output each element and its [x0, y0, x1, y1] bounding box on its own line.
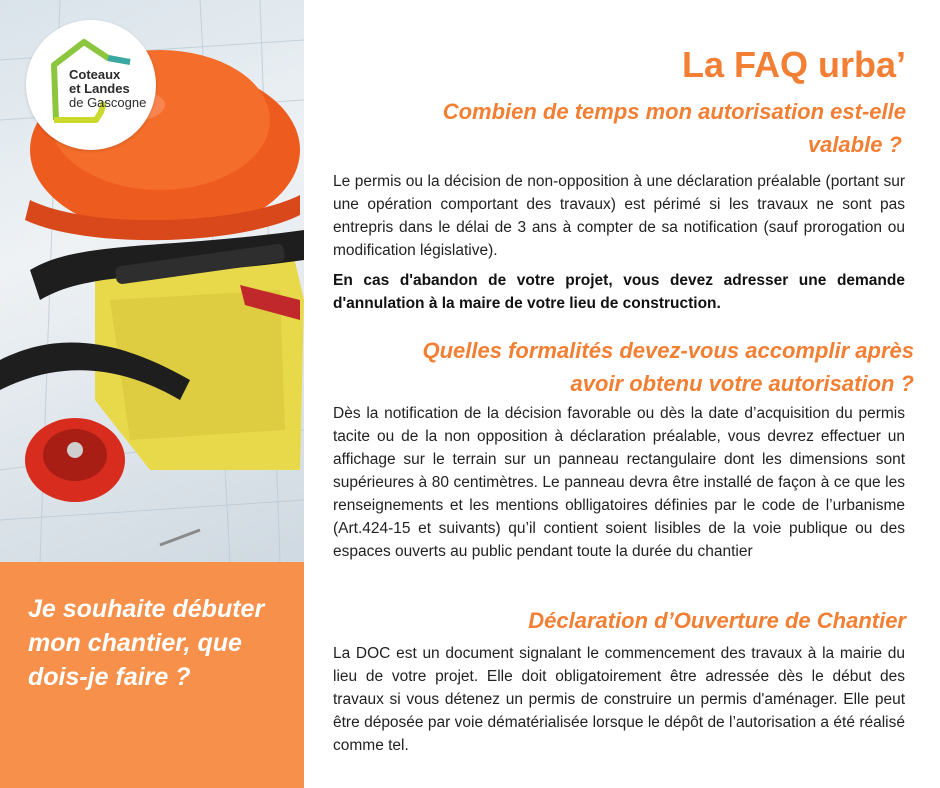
logo-line-2: et Landes — [69, 81, 130, 96]
section2-question-line2: avoir obtenu votre autorisation ? — [570, 371, 914, 396]
section1-question-line1: Combien de temps mon autorisation est-elle — [442, 99, 906, 124]
logo-line-1: Coteaux — [69, 67, 121, 82]
section2-question-line1: Quelles formalités devez-vous accomplir après — [422, 338, 914, 363]
section3-question: Déclaration d’Ouverture de Chantier — [528, 608, 906, 633]
section1-question-line2: valable ? — [807, 132, 902, 157]
cta-text: Je souhaite débuter mon chantier, que dois-je faire ? — [28, 595, 265, 691]
hero-photo — [0, 0, 304, 562]
section1-paragraph: Le permis ou la décision de non-opposition à une déclaration préalable (portant sur une opération comportant des travaux) est périmé si les travaux ne sont pas entrepris dans le délai de 3 ans à compter de sa notification (sauf prorogation ou modification législative). — [333, 173, 905, 259]
cta-box — [0, 562, 304, 788]
section3-paragraph: La DOC est un document signalant le commencement des travaux à la mairie du lieu de votre projet. Elle doit obligatoirement être adressée dès le début des travaux si vous détenez un permis de construire un permis d'aménager. Elle peut être déposée par voie dématérialisée lorsque le dépôt de l’autorisation a été réalisé comme tel. — [333, 645, 905, 754]
logo-line-3: de Gascogne — [69, 95, 147, 110]
section2-paragraph: Dès la notification de la décision favorable ou dès la date d’acquisition du permis tacite ou de la non opposition à déclaration préalable, vous devrez effectuer un affichage sur le terrain sur un panneau rectangulaire dont les dimensions sont supérieures à 80 centimètres. Le panneau devra être installé de façon à ce que les renseignements et les mentions oblligatoires définies par le code de l’urbanisme (Art.424-15 et suivants) qu’il contient soient lisibles de la voie publique ou des espaces ouverts au public pendant toute la durée du chantier — [333, 405, 905, 560]
page-title: La FAQ urba’ — [681, 44, 906, 85]
section1-bold-paragraph: En cas d'abandon de votre projet, vous devez adresser une demande d'annulation à la maire de votre lieu de construction. — [333, 272, 905, 312]
logo — [26, 20, 156, 150]
